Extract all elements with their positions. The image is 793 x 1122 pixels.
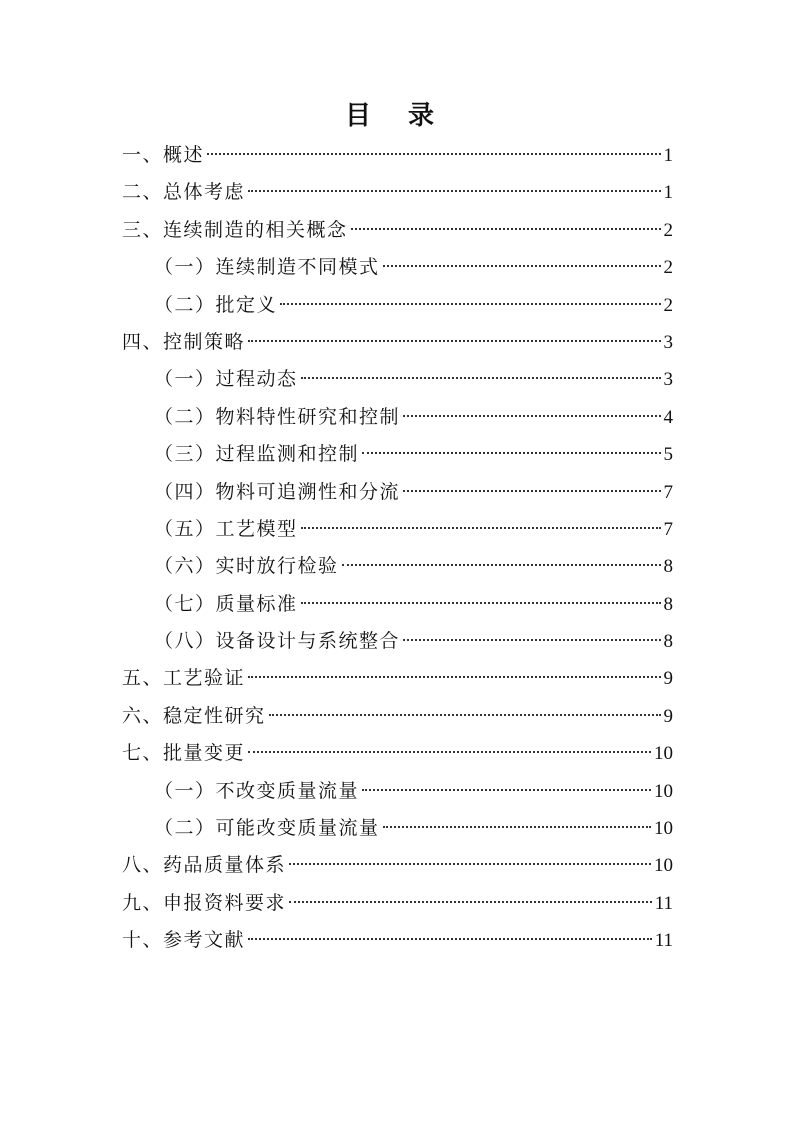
dot-leader <box>289 863 651 865</box>
dot-leader <box>248 751 651 753</box>
toc-entry-label: 十、参考文献 <box>122 929 246 952</box>
dot-leader <box>403 415 660 417</box>
dot-leader <box>248 938 652 940</box>
toc-entry-label: （四）物料可追溯性和分流 <box>154 480 401 503</box>
toc-entry[interactable] <box>122 735 673 772</box>
dot-leader <box>207 153 660 155</box>
toc-entry[interactable] <box>122 137 673 174</box>
toc-subentry[interactable] <box>122 287 673 324</box>
toc-page-number: 3 <box>663 369 673 391</box>
toc-subentry[interactable] <box>122 586 673 623</box>
toc-entry-label: 二、总体考虑 <box>122 181 246 204</box>
dot-leader <box>248 676 660 678</box>
toc-entry[interactable] <box>122 174 673 211</box>
toc-entry-label: （八）设备设计与系统整合 <box>154 630 401 653</box>
toc-entry-label: 九、申报资料要求 <box>122 891 287 914</box>
toc-entry-label: （七）质量标准 <box>154 592 298 615</box>
dot-leader <box>383 265 661 267</box>
toc-entry[interactable] <box>122 212 673 249</box>
dot-leader <box>351 228 661 230</box>
dot-leader <box>301 602 661 604</box>
dot-leader <box>403 639 660 641</box>
toc-entry-label: 五、工艺验证 <box>122 667 246 690</box>
toc-subentry[interactable] <box>122 436 673 473</box>
toc-page-number: 4 <box>663 406 673 428</box>
toc-page-number: 10 <box>654 743 673 765</box>
toc-entry[interactable] <box>122 698 673 735</box>
toc-entry-label: （三）过程监测和控制 <box>154 443 360 466</box>
toc-entry-label: （二）物料特性研究和控制 <box>154 405 401 428</box>
toc-entry-label: 一、概述 <box>122 144 205 166</box>
toc-page-number: 9 <box>663 668 673 690</box>
dot-leader <box>248 340 660 342</box>
toc-entry-label: （二）批定义 <box>154 293 278 316</box>
toc-page-number: 7 <box>663 518 673 540</box>
toc-page-number: 10 <box>654 780 673 802</box>
toc-entry-label: （二）可能改变质量流量 <box>154 817 380 840</box>
toc-subentry[interactable] <box>122 810 673 847</box>
dot-leader <box>301 527 661 529</box>
toc-page-number: 1 <box>663 182 673 204</box>
toc-entry[interactable] <box>122 885 673 922</box>
dot-leader <box>383 826 651 828</box>
toc-entry-label: （五）工艺模型 <box>154 517 298 540</box>
dot-leader <box>301 377 661 379</box>
toc-entry-label: （一）连续制造不同模式 <box>154 256 380 279</box>
toc-page-number: 2 <box>663 257 673 279</box>
toc-page-number: 1 <box>663 145 673 166</box>
toc-entry-label: 八、药品质量体系 <box>122 854 287 877</box>
dot-leader <box>269 714 661 716</box>
toc-page-number: 8 <box>663 556 673 578</box>
toc-page-number: 3 <box>663 331 673 353</box>
toc-page-number: 11 <box>654 930 673 952</box>
toc-page-number: 10 <box>654 818 673 840</box>
toc-page-number: 2 <box>663 294 673 316</box>
toc-subentry[interactable] <box>122 548 673 585</box>
toc-subentry[interactable] <box>122 623 673 660</box>
toc-page-number: 9 <box>663 705 673 727</box>
toc-page-number: 11 <box>654 892 673 914</box>
toc-entry-label: 七、批量变更 <box>122 742 246 765</box>
toc-page-number: 7 <box>663 481 673 503</box>
dot-leader <box>403 490 660 492</box>
toc-page-number: 5 <box>663 444 673 466</box>
toc-entry-label: 四、控制策略 <box>122 330 246 353</box>
toc-subentry[interactable] <box>122 361 673 398</box>
toc-entry[interactable] <box>122 660 673 697</box>
toc-subentry[interactable] <box>122 773 673 810</box>
toc-entry[interactable] <box>122 324 673 361</box>
toc-entry-label: （六）实时放行检验 <box>154 555 339 578</box>
table-of-contents <box>122 137 673 960</box>
toc-entry-label: （一）不改变质量流量 <box>154 779 360 802</box>
toc-page-number: 2 <box>663 219 673 241</box>
toc-subentry[interactable] <box>122 249 673 286</box>
dot-leader <box>342 564 661 566</box>
toc-page-number: 8 <box>663 593 673 615</box>
dot-leader <box>248 190 660 192</box>
toc-entry-label: （一）过程动态 <box>154 368 298 391</box>
toc-entry[interactable] <box>122 847 673 884</box>
toc-subentry[interactable] <box>122 511 673 548</box>
dot-leader <box>280 303 660 305</box>
toc-entry[interactable] <box>122 922 673 959</box>
dot-leader <box>289 901 652 903</box>
dot-leader <box>362 789 651 791</box>
toc-page-number: 8 <box>663 631 673 653</box>
toc-subentry[interactable] <box>122 474 673 511</box>
dot-leader <box>362 452 660 454</box>
toc-page-number: 10 <box>654 855 673 877</box>
toc-entry-label: 六、稳定性研究 <box>122 704 266 727</box>
page-title: 目 录 <box>344 101 449 131</box>
toc-entry-label: 三、连续制造的相关概念 <box>122 218 348 241</box>
toc-subentry[interactable] <box>122 399 673 436</box>
